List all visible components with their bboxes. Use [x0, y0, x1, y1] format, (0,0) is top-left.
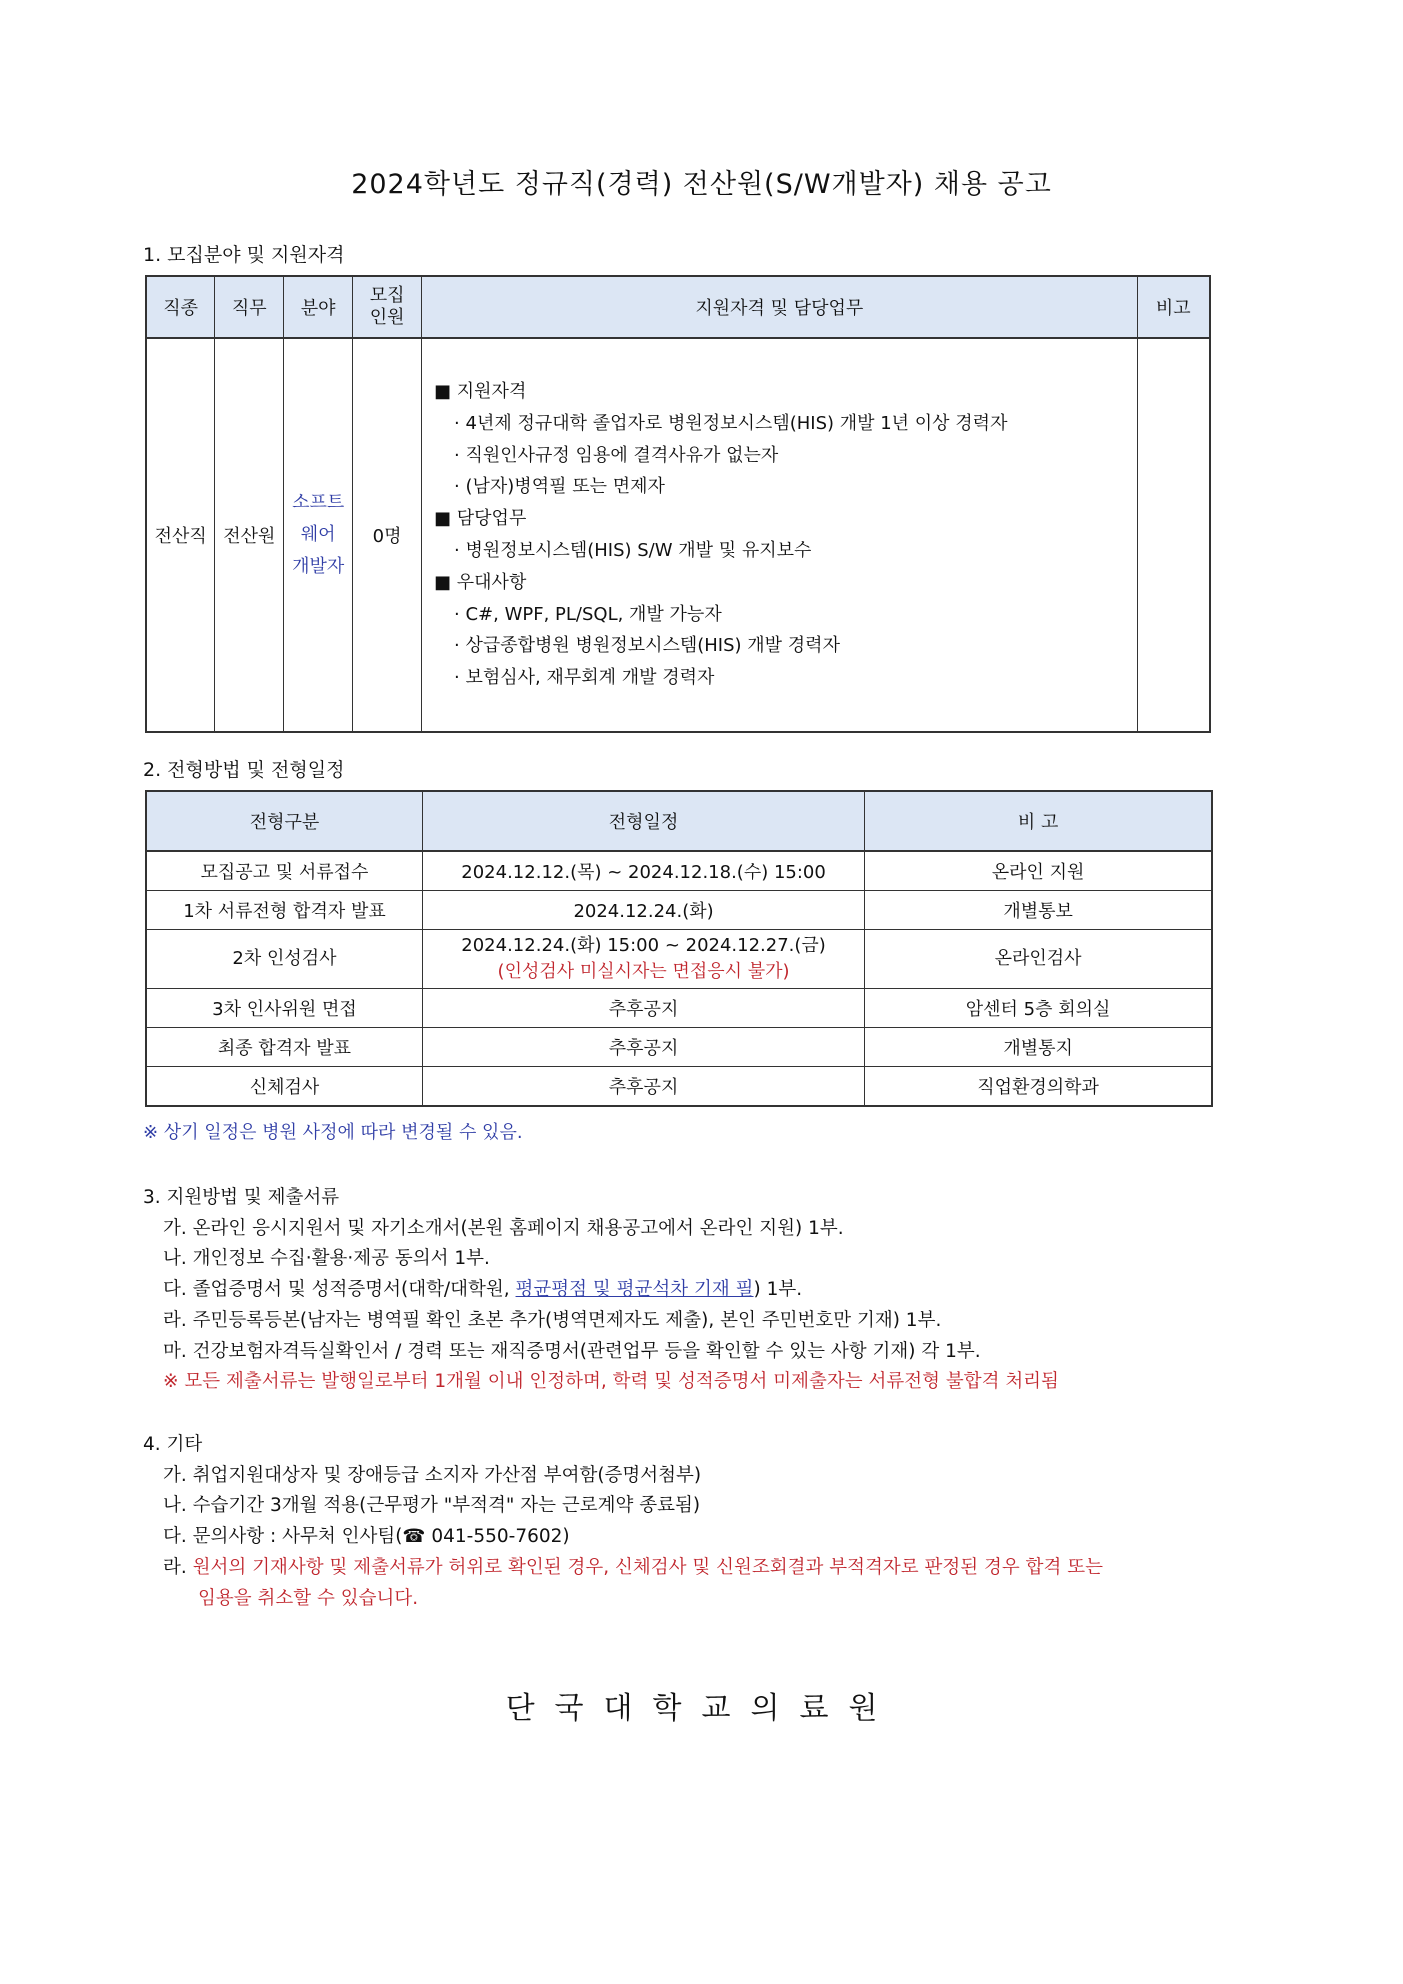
cell-stage: 3차 인사위원 면접 — [146, 989, 422, 1028]
schedule-text: 2024.12.24.(화) 15:00 ~ 2024.12.27.(금) — [461, 935, 826, 956]
qual-item: · 보험심사, 재무회계 개발 경력자 — [454, 667, 715, 689]
qual-heading: ■ 우대사항 — [434, 571, 527, 593]
cell-qualifications — [422, 338, 1138, 732]
cell-remark: 온라인검사 — [865, 930, 1212, 989]
section3-item: 라. 주민등록등본(남자는 병역필 확인 초본 추가(병역면제자도 제출), 본인 주민번호만 기재) 1부. — [163, 1309, 942, 1331]
field-line: 소프트 — [292, 492, 345, 513]
section4-item: 가. 취업지원대상자 및 장애등급 소지자 가산점 부여함(증명서첨부) — [163, 1464, 702, 1486]
item-warning: 원서의 기재사항 및 제출서류가 허위로 확인된 경우, 신체검사 및 신원조회결과 부적격자로 판정된 경우 합격 또는 — [192, 1556, 1103, 1578]
cell-job-type: 전산직 — [146, 338, 215, 732]
schedule-warning: (인성검사 미실시자는 면접응시 불가) — [497, 961, 790, 982]
item-emphasis: 평균평점 및 평균석차 기재 필 — [515, 1279, 754, 1301]
section4 — [143, 1430, 1103, 1614]
qual-item: · (남자)병역필 또는 면제자 — [454, 476, 665, 498]
cell-stage: 모집공고 및 서류접수 — [146, 851, 422, 891]
page-title: 2024학년도 정규직(경력) 전산원(S/W개발자) 채용 공고 — [351, 169, 1052, 200]
qual-heading: ■ 담당업무 — [434, 508, 527, 530]
cell-stage: 신체검사 — [146, 1067, 422, 1107]
section4-item-cont: 임용을 취소할 수 있습니다. — [198, 1587, 419, 1609]
schedule-table — [145, 790, 1213, 1107]
table-row — [146, 891, 1212, 930]
cell-stage: 1차 서류전형 합격자 발표 — [146, 891, 422, 930]
item-text: ) 1부. — [753, 1279, 803, 1301]
cell-duty: 전산원 — [215, 338, 284, 732]
section3-item: 마. 건강보험자격득실확인서 / 경력 또는 재직증명서(관련업무 등을 확인할 수 있는 사항 기재) 각 1부. — [163, 1340, 981, 1362]
item-prefix: 라. — [163, 1556, 187, 1578]
qual-item: · 직원인사규정 임용에 결격사유가 없는자 — [454, 444, 779, 466]
section4-item: 나. 수습기간 3개월 적용(근무평가 "부적격" 자는 근로계약 종료됨) — [163, 1495, 701, 1517]
cell-schedule — [422, 930, 864, 989]
cell-stage: 최종 합격자 발표 — [146, 1028, 422, 1067]
table-row — [146, 930, 1212, 989]
table-row — [146, 1067, 1212, 1107]
table-row — [146, 989, 1212, 1028]
cell-remark: 직업환경의학과 — [865, 1067, 1212, 1107]
header-qualifications: 지원자격 및 담당업무 — [422, 276, 1138, 338]
schedule-note: ※ 상기 일정은 병원 사정에 따라 변경될 수 있음. — [143, 1122, 523, 1143]
cell-schedule: 2024.12.24.(화) — [422, 891, 864, 930]
section3-warning: ※ 모든 제출서류는 발행일로부터 1개월 이내 인정하며, 학력 및 성적증명서 미제출자는 서류전형 불합격 처리됨 — [163, 1371, 1059, 1393]
section3-item: 나. 개인정보 수집·활용·제공 동의서 1부. — [163, 1248, 490, 1270]
cell-stage: 2차 인성검사 — [146, 930, 422, 989]
section4-item: 다. 문의사항 : 사무처 인사팀(☎ 041-550-7602) — [163, 1526, 570, 1548]
qual-item: · 병원정보시스템(HIS) S/W 개발 및 유지보수 — [454, 540, 812, 561]
cell-remark: 개별통지 — [865, 1028, 1212, 1067]
header-note: 비고 — [1137, 276, 1210, 338]
header-job-type: 직종 — [146, 276, 215, 338]
cell-field — [284, 338, 353, 732]
cell-remark: 온라인 지원 — [865, 851, 1212, 891]
section3-item: 가. 온라인 응시지원서 및 자기소개서(본원 홈페이지 채용공고에서 온라인 지원) 1부. — [163, 1217, 844, 1239]
organization-name: 단국대학교의료원 — [505, 1691, 898, 1726]
table-row — [146, 851, 1212, 891]
qual-item: · C#, WPF, PL/SQL, 개발 가능자 — [454, 603, 722, 625]
qual-item: · 상급종합병원 병원정보시스템(HIS) 개발 경력자 — [454, 635, 840, 657]
header-field: 분야 — [284, 276, 353, 338]
section4-item — [143, 1553, 1103, 1584]
header-count — [353, 276, 422, 338]
section3-item — [143, 1275, 1059, 1306]
header-remark: 비 고 — [865, 791, 1212, 851]
qual-item: · 4년제 정규대학 졸업자로 병원정보시스템(HIS) 개발 1년 이상 경력자 — [454, 412, 1008, 434]
header-schedule: 전형일정 — [422, 791, 864, 851]
cell-count: 0명 — [353, 338, 422, 732]
header-duty: 직무 — [215, 276, 284, 338]
cell-schedule: 추후공지 — [422, 989, 864, 1028]
qual-heading: ■ 지원자격 — [434, 381, 527, 403]
table-row — [146, 1028, 1212, 1067]
section3 — [143, 1183, 1059, 1398]
cell-remark: 개별통보 — [865, 891, 1212, 930]
cell-remark: 암센터 5층 회의실 — [865, 989, 1212, 1028]
recruitment-table — [145, 275, 1211, 733]
header-count-label: 모집 인원 — [369, 285, 405, 328]
section4-heading: 4. 기타 — [143, 1434, 203, 1455]
section1-heading: 1. 모집분야 및 지원자격 — [143, 244, 345, 266]
section2-heading: 2. 전형방법 및 전형일정 — [143, 759, 345, 781]
field-line: 웨어 — [300, 524, 336, 545]
item-text: 다. 졸업증명서 및 성적증명서(대학/대학원, — [163, 1279, 516, 1301]
cell-schedule: 2024.12.12.(목) ~ 2024.12.18.(수) 15:00 — [422, 851, 864, 891]
cell-schedule: 추후공지 — [422, 1067, 864, 1107]
cell-note — [1137, 338, 1210, 732]
cell-schedule: 추후공지 — [422, 1028, 864, 1067]
header-stage: 전형구분 — [146, 791, 422, 851]
section3-heading: 3. 지원방법 및 제출서류 — [143, 1187, 340, 1208]
field-line: 개발자 — [292, 556, 345, 577]
